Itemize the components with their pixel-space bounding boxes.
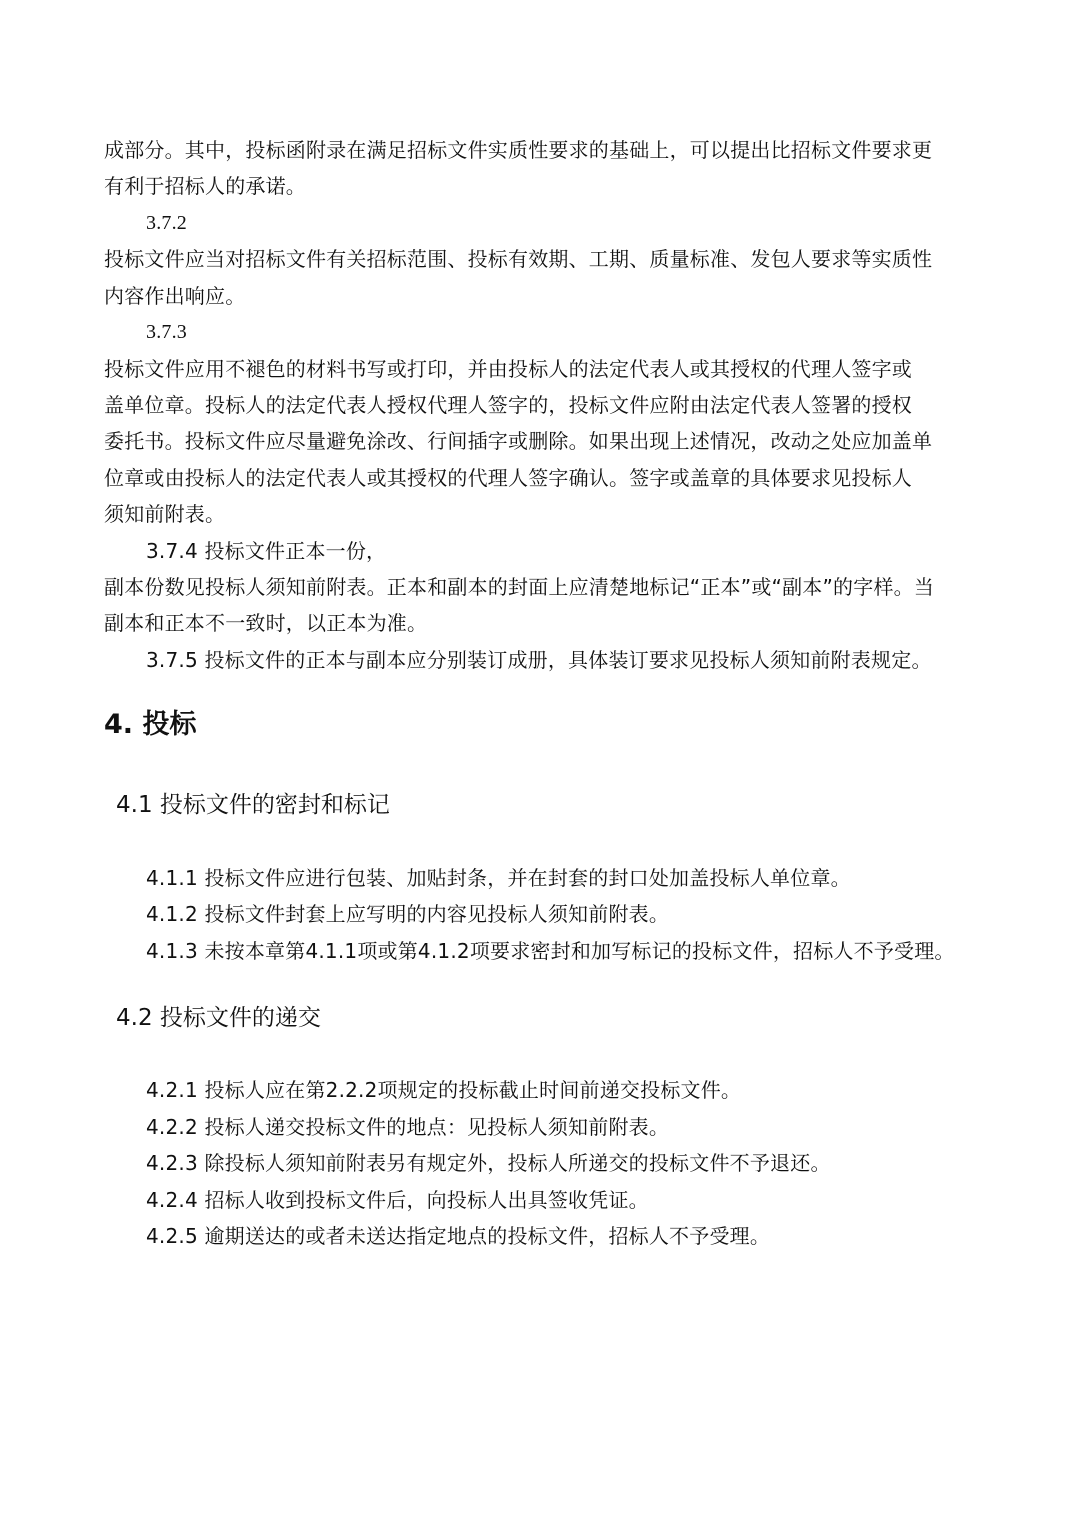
section-heading-4: 4. 投标 xyxy=(104,709,197,740)
subsection-heading-4-2: 4.2 投标文件的递交 xyxy=(116,1005,321,1031)
paragraph-line: 盖单位章。投标人的法定代表人授权代理人签字的，投标文件应附由法定代表人签署的授权 xyxy=(104,393,912,417)
subsection-heading-4-1: 4.1 投标文件的密封和标记 xyxy=(116,792,390,818)
clause-number-3-7-2: 3.7.2 xyxy=(146,212,187,234)
paragraph-line: 委托书。投标文件应尽量避免涂改、行间插字或删除。如果出现上述情况，改动之处应加盖单 xyxy=(104,429,933,453)
clause-4-2-1: 4.2.1 投标人应在第2.2.2项规定的投标截止时间前递交投标文件。 xyxy=(146,1078,742,1102)
paragraph-line: 副本份数见投标人须知前附表。正本和副本的封面上应清楚地标记“正本”或“副本”的字样。当 xyxy=(104,575,935,599)
clause-4-2-4: 4.2.4 招标人收到投标文件后，向投标人出具签收凭证。 xyxy=(146,1188,649,1212)
paragraph-line: 有利于招标人的承诺。 xyxy=(104,174,306,198)
paragraph-line: 内容作出响应。 xyxy=(104,284,246,308)
clause-4-1-1: 4.1.1 投标文件应进行包装、加贴封条，并在封套的封口处加盖投标人单位章。 xyxy=(146,866,851,890)
clause-4-1-2: 4.1.2 投标文件封套上应写明的内容见投标人须知前附表。 xyxy=(146,902,670,926)
clause-4-2-5: 4.2.5 逾期送达的或者未送达指定地点的投标文件，招标人不予受理。 xyxy=(146,1224,771,1248)
paragraph-line: 副本和正本不一致时，以正本为准。 xyxy=(104,611,428,635)
clause-4-2-2: 4.2.2 投标人递交投标文件的地点：见投标人须知前附表。 xyxy=(146,1115,670,1139)
paragraph-line: 成部分。其中，投标函附录在满足招标文件实质性要求的基础上，可以提出比招标文件要求更 xyxy=(104,138,933,162)
paragraph-line: 位章或由投标人的法定代表人或其授权的代理人签字确认。签字或盖章的具体要求见投标人 xyxy=(104,466,912,490)
clause-number-3-7-3: 3.7.3 xyxy=(146,321,187,343)
clause-3-7-4: 3.7.4 投标文件正本一份， xyxy=(146,539,387,563)
paragraph-line: 须知前附表。 xyxy=(104,502,226,526)
paragraph-line: 投标文件应当对招标文件有关招标范围、投标有效期、工期、质量标准、发包人要求等实质性 xyxy=(104,247,933,271)
paragraph-line: 投标文件应用不褪色的材料书写或打印，并由投标人的法定代表人或其授权的代理人签字或 xyxy=(104,357,912,381)
clause-4-1-3: 4.1.3 未按本章第4.1.1项或第4.1.2项要求密封和加写标记的投标文件，招标人不予受理。 xyxy=(146,939,955,963)
clause-4-2-3: 4.2.3 除投标人须知前附表另有规定外，投标人所递交的投标文件不予退还。 xyxy=(146,1151,831,1175)
clause-3-7-5: 3.7.5 投标文件的正本与副本应分别装订成册，具体装订要求见投标人须知前附表规定。 xyxy=(146,648,932,672)
